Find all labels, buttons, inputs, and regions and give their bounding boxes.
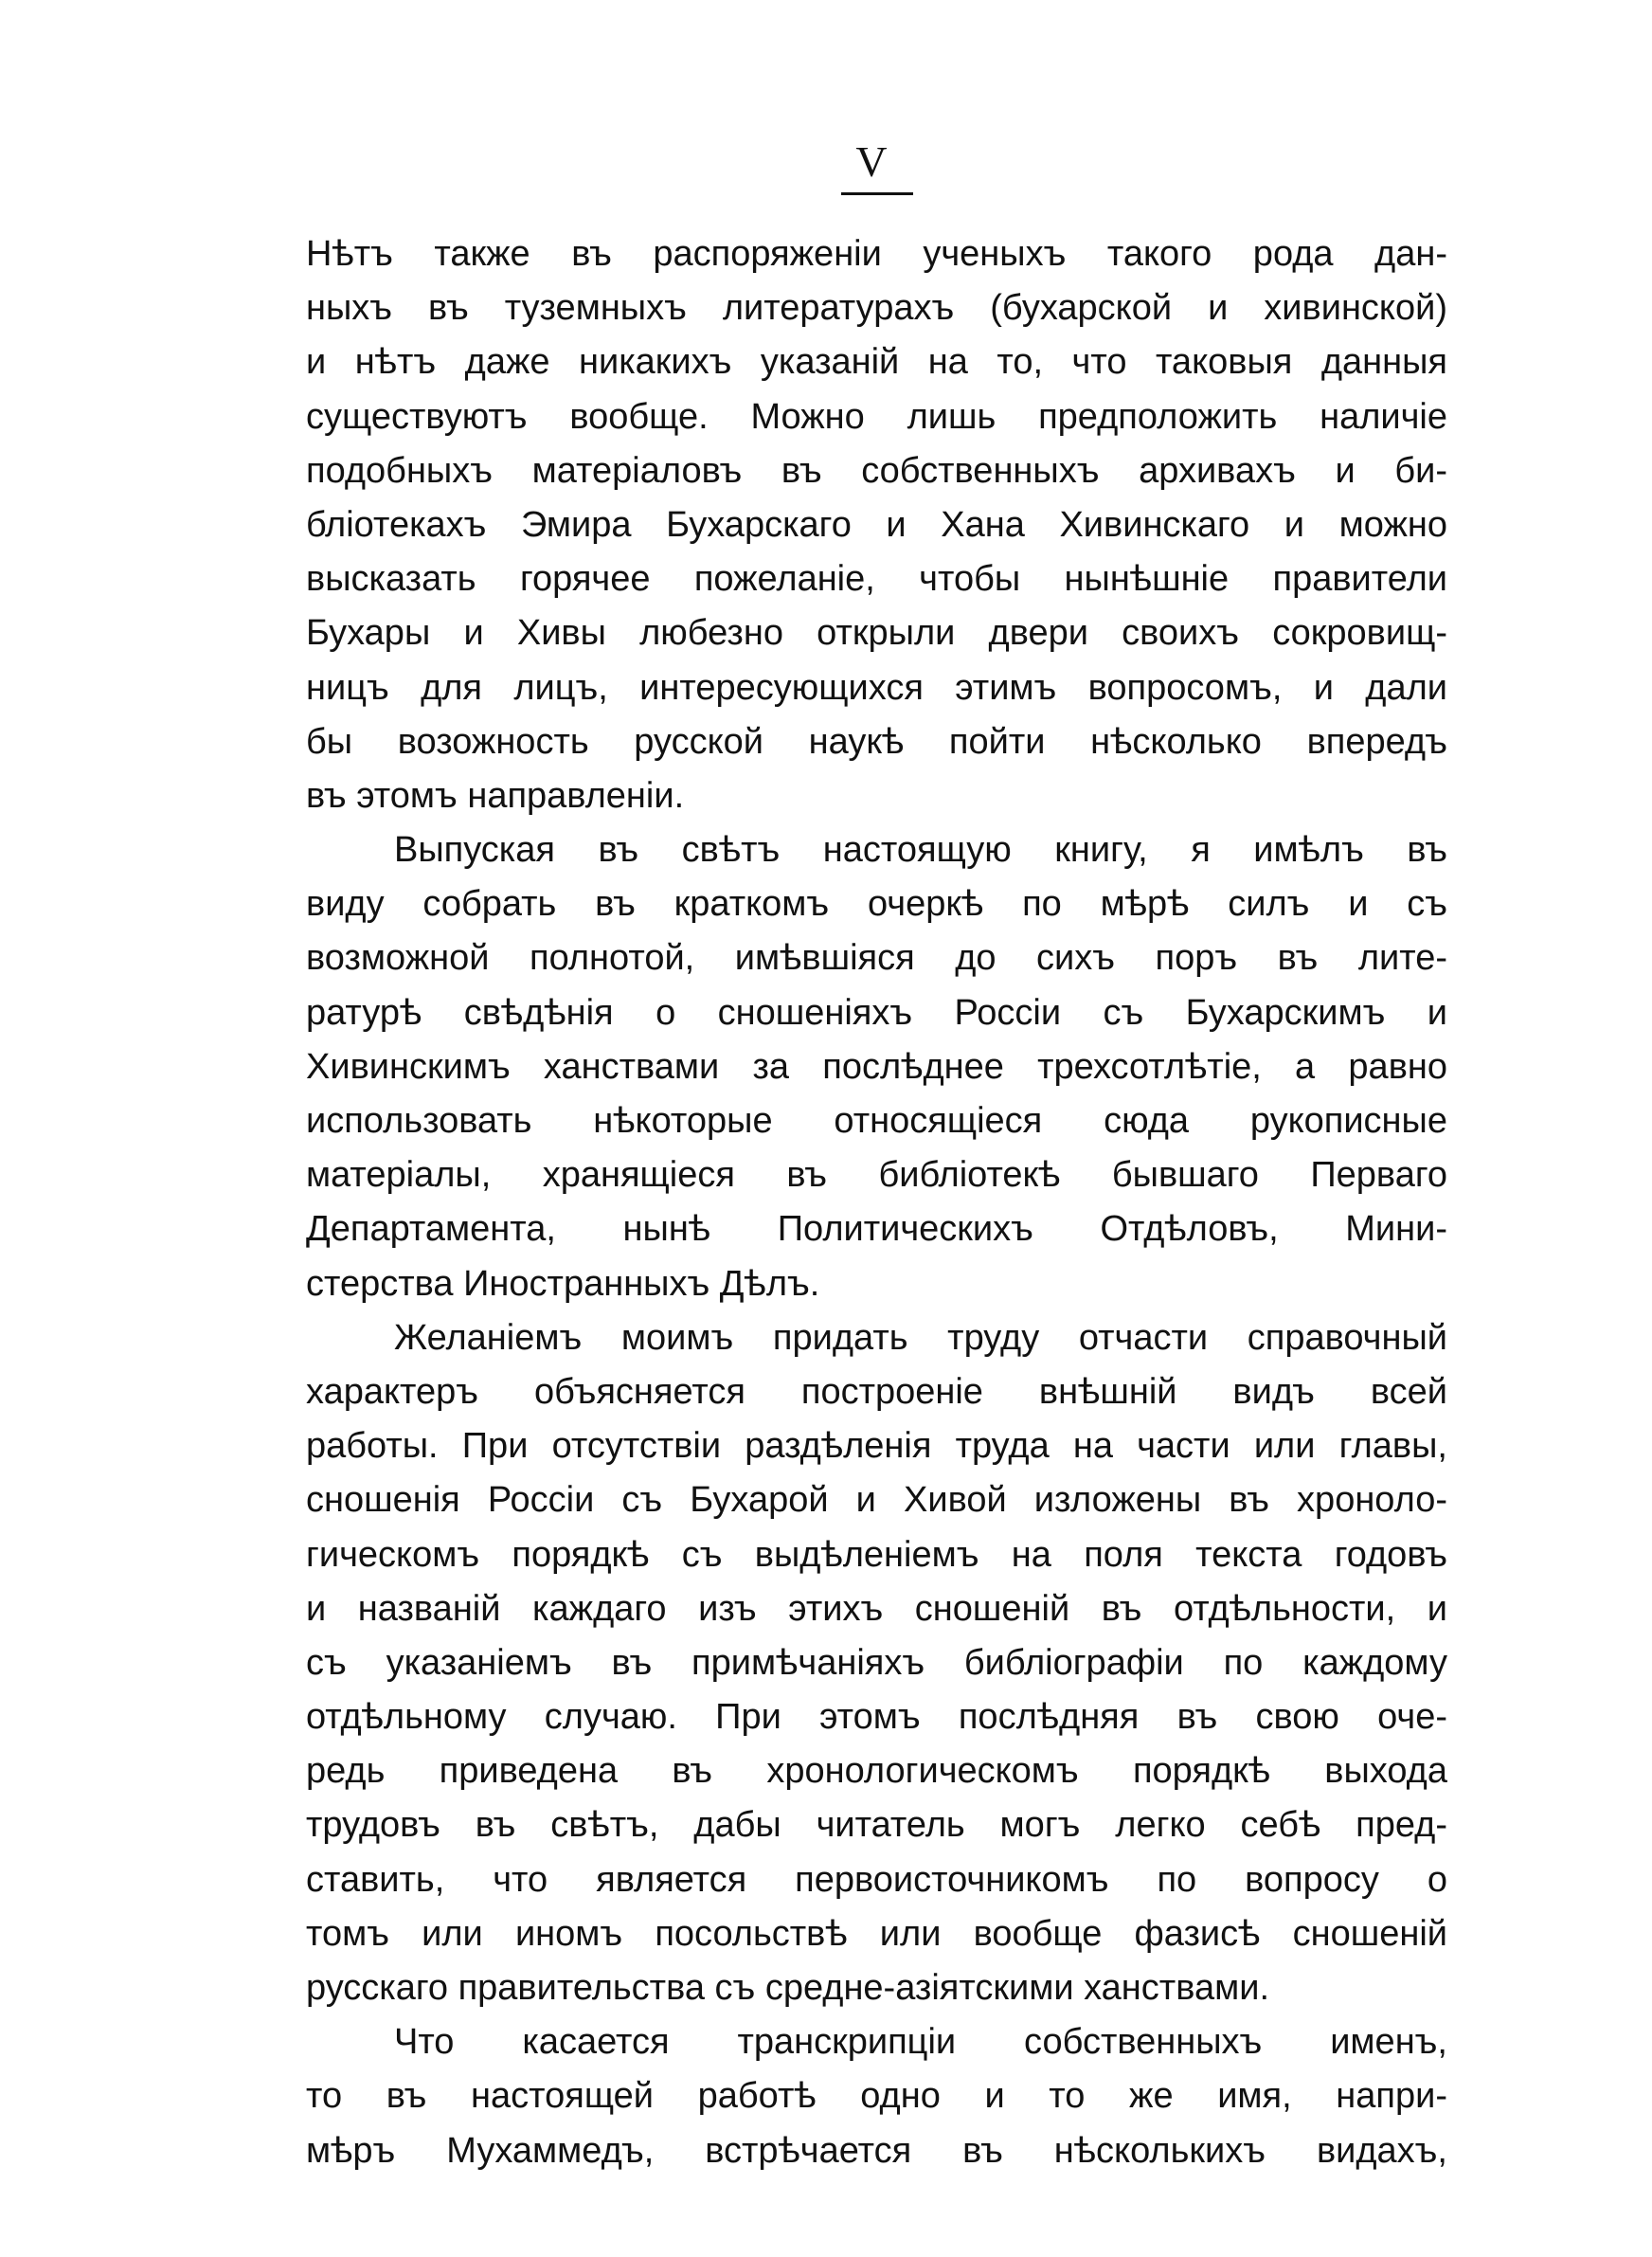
text-line: Желаніемъ моимъ придать труду отчасти справочный bbox=[394, 1317, 1447, 1358]
text-line: Бухары и Хивы любезно открыли двери своихъ сокровищ- bbox=[306, 613, 1447, 654]
text-line: Хивинскимъ ханствами за послѣднее трехсотлѣтіе, а равно bbox=[306, 1046, 1447, 1087]
text-line: использовать нѣкоторые относящіеся сюда рукописные bbox=[306, 1101, 1447, 1141]
text-line: съ указаніемъ въ примѣчаніяхъ библіографіи по каждому bbox=[306, 1642, 1447, 1683]
text-line: редь приведена въ хронологическомъ порядкѣ выхода bbox=[306, 1751, 1447, 1792]
text-line: ницъ для лицъ, интересующихся этимъ вопросомъ, и дали bbox=[306, 667, 1447, 708]
text-line: работы. При отсутствіи раздѣленія труда на части или главы, bbox=[306, 1426, 1447, 1467]
text-line: существуютъ вообще. Можно лишь предположить наличіе bbox=[306, 396, 1447, 437]
text-line: бы возожность русской наукѣ пойти нѣсколько впередъ bbox=[306, 721, 1447, 762]
body-text bbox=[306, 227, 1447, 2178]
text-line: бліотекахъ Эмира Бухарскаго и Хана Хивинскаго и можно bbox=[306, 504, 1447, 545]
text-line: русскаго правительства съ средне-азіятскими ханствами. bbox=[306, 1968, 1270, 2008]
text-line: томъ или иномъ посольствѣ или вообще фазисѣ сношеній bbox=[306, 1913, 1447, 1954]
text-line: и названій каждаго изъ этихъ сношеній въ отдѣльности, и bbox=[306, 1588, 1447, 1629]
text-line: матеріалы, хранящіеся въ библіотекѣ бывшаго Перваго bbox=[306, 1155, 1447, 1196]
text-line: мѣръ Мухаммедъ, встрѣчается въ нѣсколькихъ видахъ, bbox=[306, 2130, 1447, 2171]
text-line: въ этомъ направленіи. bbox=[306, 775, 685, 816]
text-line: и нѣтъ даже никакихъ указаній на то, что таковыя данныя bbox=[306, 342, 1447, 383]
text-line: трудовъ въ свѣтъ, дабы читатель могъ легко себѣ пред- bbox=[306, 1805, 1447, 1846]
text-line: ратурѣ свѣдѣнія о сношеніяхъ Россіи съ Бухарскимъ и bbox=[306, 992, 1447, 1033]
text-line: Что касается транскрипціи собственныхъ именъ, bbox=[394, 2022, 1447, 2063]
text-line: стерства Иностранныхъ Дѣлъ. bbox=[306, 1263, 820, 1304]
text-line: Выпуская въ свѣтъ настоящую книгу, я имѣлъ въ bbox=[394, 830, 1447, 871]
text-line: Департамента, нынѣ Политическихъ Отдѣловъ, Мини- bbox=[306, 1209, 1447, 1250]
text-line: ныхъ въ туземныхъ литературахъ (бухарской и хивинской) bbox=[306, 288, 1447, 329]
text-line: ставить, что является первоисточникомъ по вопросу о bbox=[306, 1859, 1447, 1900]
text-line: сношенія Россіи съ Бухарой и Хивой изложены въ хроноло- bbox=[306, 1480, 1447, 1521]
page-number-rule bbox=[841, 192, 913, 195]
text-line: возможной полнотой, имѣвшіяся до сихъ поръ въ лите- bbox=[306, 938, 1447, 979]
text-line: отдѣльному случаю. При этомъ послѣдняя въ свою оче- bbox=[306, 1697, 1447, 1738]
text-line: гическомъ порядкѣ съ выдѣленіемъ на поля текста годовъ bbox=[306, 1534, 1447, 1575]
text-line: высказать горячее пожеланіе, чтобы нынѣшніе правители bbox=[306, 559, 1447, 600]
text-line: то въ настоящей работѣ одно и то же имя, напри- bbox=[306, 2076, 1447, 2117]
text-line: подобныхъ матеріаловъ въ собственныхъ архивахъ и би- bbox=[306, 450, 1447, 491]
text-line: Нѣтъ также въ распоряженіи ученыхъ такого рода дан- bbox=[306, 234, 1447, 274]
page-number: V bbox=[855, 137, 888, 186]
text-line: характеръ объясняется построеніе внѣшній видъ всей bbox=[306, 1371, 1447, 1412]
text-line: виду собрать въ краткомъ очеркѣ по мѣрѣ силъ и съ bbox=[306, 884, 1447, 925]
